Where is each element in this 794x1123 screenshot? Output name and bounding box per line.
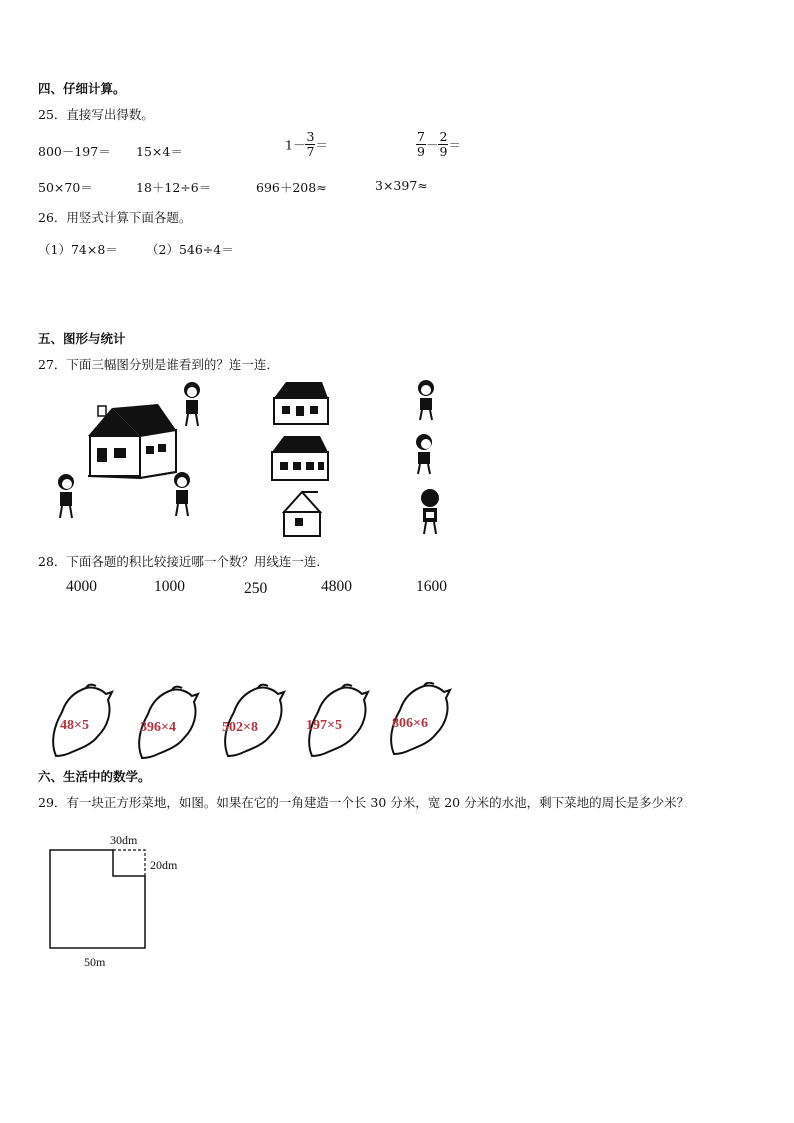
eq-18-12-6: 18＋12÷6＝ (136, 180, 212, 195)
denominator: 7 (306, 144, 315, 159)
house-view-middle-icon (272, 436, 328, 480)
product-48x5: 48×5 (60, 718, 89, 733)
product-197x5: 197×5 (306, 718, 342, 733)
number-4800: 4800 (321, 578, 352, 595)
big-house-icon (88, 404, 176, 478)
number-1600: 1600 (416, 578, 447, 595)
eq-part: ＝ (315, 137, 328, 153)
numerator: 7 (417, 129, 425, 144)
child-right-3-icon (421, 489, 439, 534)
label-20dm: 20dm (150, 858, 178, 872)
product-806x6: 806×6 (392, 716, 428, 731)
eq-3x397: 3×397≈ (375, 178, 428, 193)
number-4000: 4000 (66, 578, 97, 595)
question-27-title: 27．下面三幅图分别是谁看到的？连一连． (38, 357, 279, 372)
eq-part: ＝ (448, 137, 461, 153)
eq-7-9-minus-2-9 (416, 130, 461, 159)
eq-696-208: 696＋208≈ (256, 180, 327, 195)
denominator: 9 (417, 144, 425, 159)
numerator: 2 (439, 129, 448, 144)
q26-item-2: （2）546÷4＝ (146, 242, 234, 257)
child-bottom-icon (174, 472, 190, 516)
question-29-title: 29．有一块正方形菜地，如图。如果在它的一角建造一个长 30 分米，宽 20 分米的水池，剩下菜地的周长是多少米？ (38, 795, 690, 810)
number-1000: 1000 (154, 578, 185, 595)
numerator: 3 (306, 129, 315, 144)
q27-illustration (40, 378, 480, 538)
section-4-title: 四、仔细计算。 (38, 81, 126, 96)
fraction-7-9 (416, 130, 426, 159)
section-6-title: 六、生活中的数学。 (38, 769, 151, 784)
child-right-1-icon (418, 380, 434, 420)
question-25-title: 25．直接写出得数。 (38, 107, 154, 122)
house-view-bottom-icon (284, 492, 320, 536)
label-50m: 50m (84, 955, 106, 969)
question-26-title: 26．用竖式计算下面各题。 (38, 210, 192, 225)
fraction-2-9 (438, 130, 448, 159)
garden-diagram (40, 840, 160, 960)
child-right-2-icon (416, 434, 432, 474)
number-250: 250 (244, 580, 268, 597)
denominator: 9 (439, 144, 448, 159)
child-left-icon (58, 474, 74, 518)
eq-1-minus-3-7 (285, 130, 328, 159)
q26-item-1: （1）74×8＝ (38, 242, 118, 257)
house-view-top-icon (274, 382, 328, 424)
product-502x8: 502×8 (222, 720, 258, 735)
eq-50x70: 50×70＝ (38, 180, 93, 195)
eq-800-197: 800－197＝ (38, 144, 111, 159)
fraction-3-7 (305, 130, 315, 159)
label-30dm: 30dm (110, 833, 138, 847)
eq-part: 1－ (285, 137, 306, 153)
product-396x4: 396×4 (140, 720, 176, 735)
eq-15x4: 15×4＝ (136, 144, 183, 159)
child-top-icon (184, 382, 200, 426)
section-5-title: 五、图形与统计 (38, 331, 126, 346)
question-28-title: 28．下面各题的积比较接近哪一个数？用线连一连． (38, 554, 329, 569)
eq-part: － (425, 137, 439, 153)
